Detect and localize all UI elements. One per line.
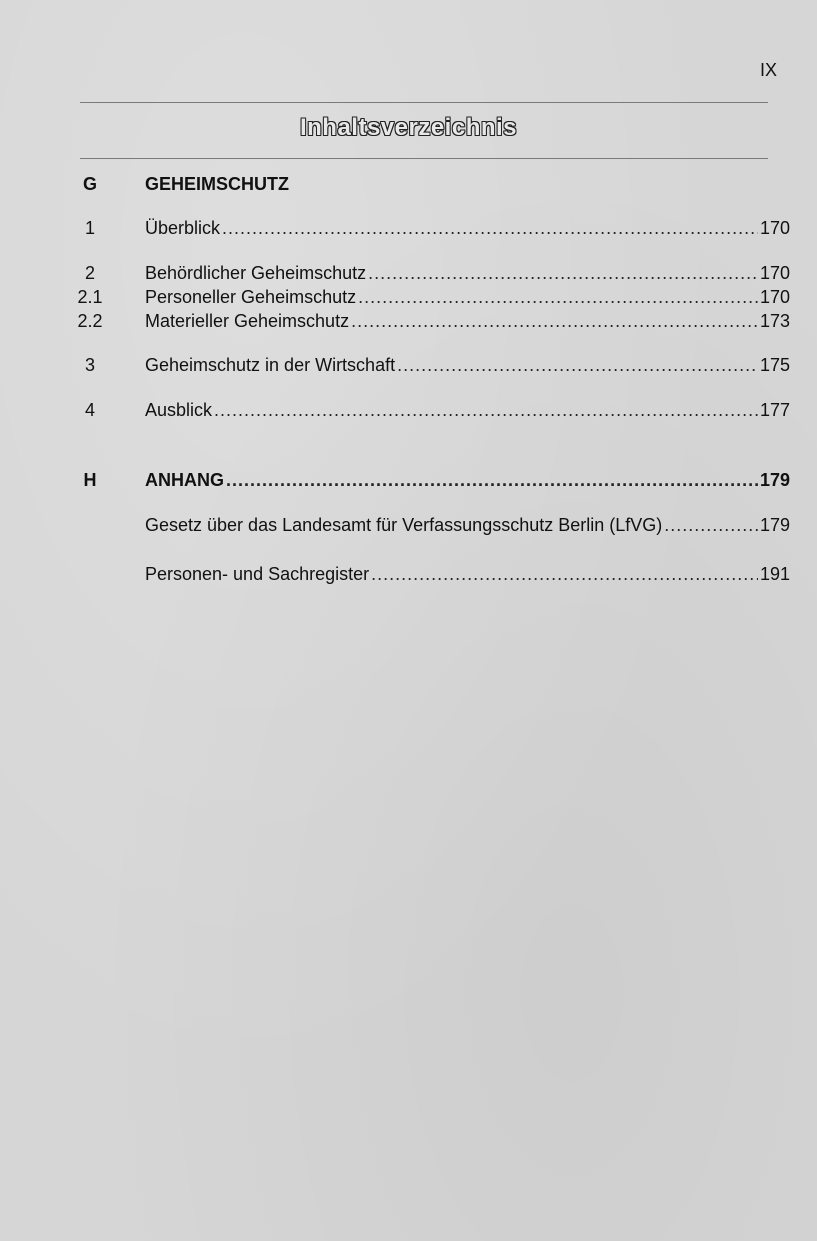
toc-page-number: 170 (759, 218, 790, 238)
toc-label: Überblick (145, 218, 221, 238)
toc-row-lfvg[interactable] (70, 513, 790, 537)
leader-dots (371, 562, 758, 586)
toc-number: 4 (84, 400, 95, 420)
toc-row-4[interactable] (70, 398, 790, 422)
toc-label: ANHANG (145, 470, 224, 490)
toc-page-number: 179 (759, 515, 790, 535)
toc-label: GEHEIMSCHUTZ (145, 174, 289, 194)
toc-number: H (83, 470, 97, 490)
toc-title: Inhaltsverzeichnis (299, 114, 518, 141)
leader-dots (222, 216, 758, 240)
leader-dots (368, 261, 758, 285)
leader-dots (397, 353, 758, 377)
toc-number: G (82, 174, 97, 194)
toc-row-register[interactable] (70, 562, 790, 586)
toc-page-number: 170 (759, 287, 790, 307)
toc-label: Behördlicher Geheimschutz (145, 263, 367, 283)
toc-page-number: 173 (759, 311, 790, 331)
toc-page-number: 191 (759, 564, 790, 584)
page-number: IX (759, 60, 777, 80)
toc-page-number: 170 (759, 263, 790, 283)
toc-label: Ausblick (145, 400, 213, 420)
leader-dots (664, 513, 758, 537)
leader-dots (351, 309, 758, 333)
toc-page-number: 175 (759, 355, 790, 375)
toc-label: Personeller Geheimschutz (145, 287, 357, 307)
toc-row-1[interactable] (70, 216, 790, 240)
toc-row-2[interactable] (70, 261, 790, 285)
header-rule-top (80, 102, 768, 103)
leader-dots (358, 285, 758, 309)
toc-row-h[interactable] (70, 468, 790, 492)
toc-page-number: 177 (759, 400, 790, 420)
toc-page-number: 179 (759, 470, 790, 490)
toc-number: 1 (84, 218, 95, 238)
toc-number: 3 (84, 355, 95, 375)
toc-label: Gesetz über das Landesamt für Verfassungsschutz Berlin (LfVG) (145, 515, 663, 535)
toc-label: Personen- und Sachregister (145, 564, 370, 584)
toc-number: 2 (84, 263, 95, 283)
toc-label: Geheimschutz in der Wirtschaft (145, 355, 396, 375)
header-rule-bottom (80, 158, 768, 159)
toc-row-2-2[interactable] (70, 309, 790, 333)
toc-number: 2.2 (77, 311, 103, 331)
toc-row-2-1[interactable] (70, 285, 790, 309)
toc-row-g (70, 172, 790, 196)
leader-dots (214, 398, 758, 422)
toc-row-3[interactable] (70, 353, 790, 377)
toc-number: 2.1 (77, 287, 103, 307)
leader-dots (226, 468, 758, 492)
toc-label: Materieller Geheimschutz (145, 311, 350, 331)
